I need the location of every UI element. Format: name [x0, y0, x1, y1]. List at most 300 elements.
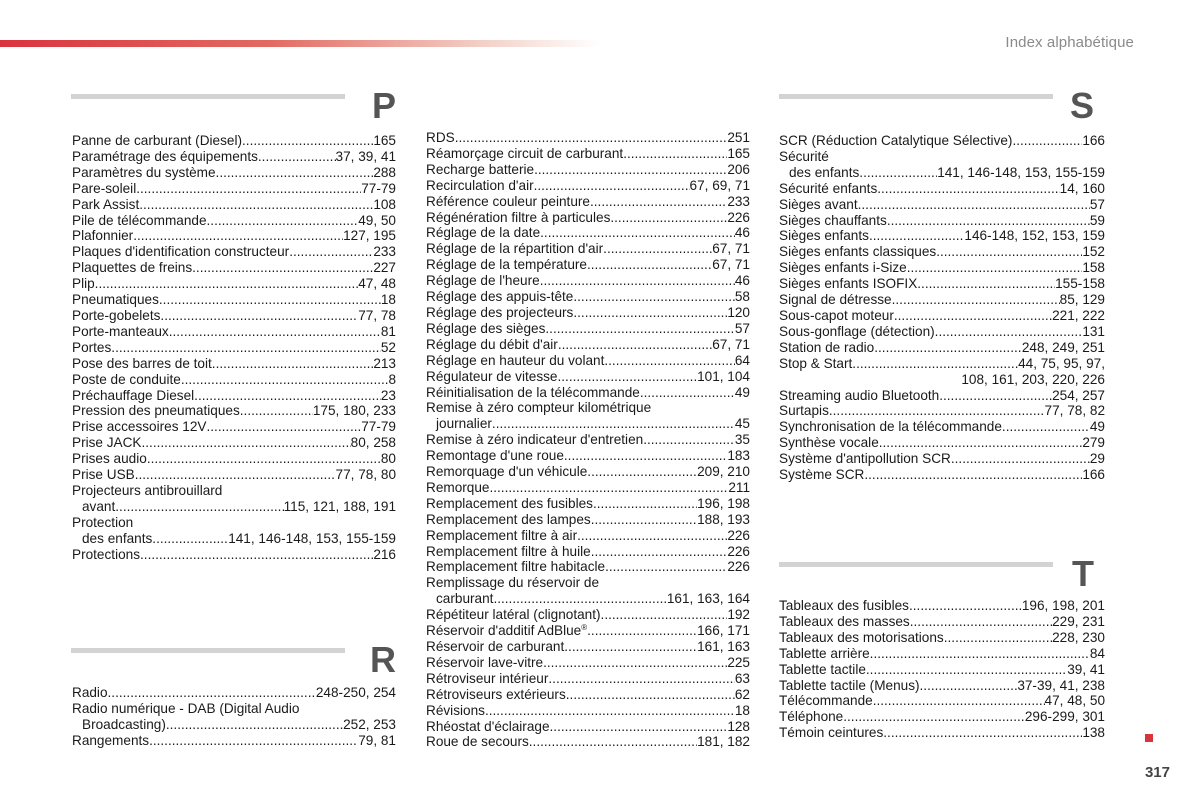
- index-entry: [779, 403, 1105, 419]
- dot-leader: [206, 419, 361, 435]
- dot-leader: [152, 531, 228, 547]
- entry-pages: 158: [1082, 260, 1105, 276]
- dot-leader: [207, 213, 359, 229]
- entry-pages: 67, 71: [712, 336, 750, 352]
- entry-label: Prise USB: [72, 467, 135, 483]
- dot-leader: [907, 260, 1083, 276]
- entry-pages: 108, 161, 203, 220, 226: [961, 371, 1105, 387]
- entry-pages: 62: [734, 686, 750, 702]
- dot-leader: [591, 544, 728, 560]
- entry-label: Recharge batterie: [426, 161, 535, 177]
- entry-label: Protections: [72, 546, 141, 562]
- index-entry: [72, 717, 396, 733]
- entry-label: Pile de télécommande: [72, 212, 207, 228]
- dot-leader: [887, 213, 1090, 229]
- index-entry: [72, 228, 396, 244]
- entry-pages: 188, 193: [697, 511, 750, 527]
- index-entry: [779, 467, 1105, 483]
- section-rule: [71, 648, 345, 653]
- entry-label: Tablette tactile: [779, 661, 866, 677]
- entry-label: Projecteurs antibrouillard: [72, 482, 223, 498]
- dot-leader: [610, 210, 727, 226]
- entry-pages: 77, 78, 80: [335, 467, 396, 483]
- entry-label: Panne de carburant (Diesel): [72, 133, 243, 148]
- entry-pages: 211: [728, 479, 750, 495]
- dot-leader: [601, 607, 728, 623]
- entry-pages: 8: [388, 371, 396, 387]
- entry-pages: 39, 41: [1067, 661, 1105, 677]
- section-header-r: [71, 639, 396, 686]
- accent-header-bar: [0, 40, 600, 47]
- index-entry: [426, 687, 750, 703]
- entry-label: Remise à zéro indicateur d'entretien: [426, 432, 644, 448]
- dot-leader: [917, 276, 1055, 292]
- index-entry: [72, 181, 396, 197]
- index-entry: [779, 646, 1105, 662]
- entry-pages: 85, 129: [1059, 292, 1105, 308]
- dot-leader: [603, 241, 712, 257]
- entry-pages: 45: [734, 416, 750, 432]
- index-entry: [779, 340, 1105, 356]
- dot-leader: [577, 528, 727, 544]
- entry-pages: 47, 48: [358, 276, 396, 292]
- entry-pages: 58: [734, 289, 750, 305]
- index-entry: [779, 260, 1105, 276]
- dot-leader: [852, 356, 1018, 372]
- index-entry: [426, 448, 750, 464]
- index-entry: [426, 130, 750, 146]
- dot-leader: [455, 130, 728, 146]
- entry-pages: 221, 222: [1052, 307, 1105, 323]
- entry-pages: 57: [1089, 196, 1105, 212]
- dot-leader: [859, 165, 937, 181]
- entry-pages: 165: [373, 133, 396, 148]
- entry-label: Réinitialisation de la télécommande: [426, 384, 640, 400]
- entry-pages: 77, 78: [358, 307, 396, 323]
- entry-label: des enfants: [82, 530, 153, 546]
- dot-leader: [604, 353, 735, 369]
- entry-pages: 67, 71: [712, 241, 750, 257]
- dot-leader: [587, 257, 712, 273]
- index-entry: [72, 435, 396, 451]
- entry-pages: 63: [734, 670, 750, 686]
- dot-leader: [939, 388, 1052, 404]
- dot-leader: [159, 292, 381, 308]
- entry-pages: 23: [380, 387, 396, 403]
- entry-label: Plafonnier: [72, 228, 134, 244]
- entry-label: Stop & Start: [779, 355, 853, 371]
- dot-leader: [873, 693, 1045, 709]
- entry-pages: 29: [1089, 451, 1105, 467]
- index-entry: [779, 292, 1105, 308]
- index-entry: [779, 630, 1105, 646]
- entry-label: des enfants: [789, 164, 860, 180]
- index-entry: [426, 432, 750, 448]
- index-entry: [72, 372, 396, 388]
- entry-label: Réservoir d'additif AdBlue®: [426, 623, 588, 639]
- entry-pages: 161, 163, 164: [666, 591, 750, 607]
- dot-leader: [879, 435, 1083, 451]
- index-entry: [426, 607, 750, 623]
- index-entry: [72, 403, 396, 419]
- entry-label: SCR (Réduction Catalytique Sélective): [779, 133, 1013, 148]
- entry-label: Système SCR: [779, 467, 865, 483]
- index-entry: [426, 591, 750, 607]
- entry-label: Broadcasting): [82, 716, 166, 732]
- index-entry: [72, 451, 396, 467]
- entry-pages: 248-250, 254: [315, 685, 396, 700]
- index-entry: [72, 515, 396, 531]
- entry-label: Radio numérique - DAB (Digital Audio: [72, 700, 300, 716]
- section-rule: [779, 94, 1053, 99]
- entry-label: Sièges enfants: [779, 228, 869, 244]
- index-entry: [426, 719, 750, 735]
- entry-label: Surtapis: [779, 403, 829, 419]
- entry-label: Rhéostat d'éclairage: [426, 718, 550, 734]
- dot-leader: [858, 197, 1090, 213]
- index-entry: [426, 162, 750, 178]
- registered-mark: ®: [581, 623, 588, 633]
- entry-label: Pare-soleil: [72, 180, 137, 196]
- index-entry: [72, 499, 396, 515]
- dot-leader: [166, 717, 343, 733]
- entry-label: Park Assist: [72, 196, 140, 212]
- index-entry: [779, 678, 1105, 694]
- dot-leader: [877, 181, 1059, 197]
- index-entry: [426, 146, 750, 162]
- dot-leader: [564, 639, 697, 655]
- entry-pages: 226: [727, 543, 750, 559]
- index-entry: [426, 305, 750, 321]
- dot-leader: [485, 703, 735, 719]
- entry-pages: 47, 48, 50: [1044, 693, 1105, 709]
- entry-label: Sièges chauffants: [779, 212, 887, 228]
- dot-leader: [566, 687, 735, 703]
- dot-leader: [289, 244, 373, 260]
- entry-label: Remise à zéro compteur kilométrique: [426, 400, 652, 416]
- section-letter: T: [1072, 553, 1094, 594]
- entry-pages: 108: [373, 196, 396, 212]
- entry-label: Synchronisation de la télécommande: [779, 419, 1002, 435]
- entry-pages: 233: [727, 193, 750, 209]
- entry-label: Témoin ceintures: [779, 725, 884, 741]
- index-entry: [779, 662, 1105, 678]
- dot-leader: [864, 467, 1082, 483]
- entry-label: Pneumatiques: [72, 292, 159, 308]
- dot-leader: [591, 512, 697, 528]
- index-entry: [426, 623, 750, 639]
- entry-pages: 52: [380, 339, 396, 355]
- index-entry: [779, 181, 1105, 197]
- entry-pages: 166: [1082, 467, 1105, 483]
- entry-label: Radio: [72, 685, 108, 700]
- entry-pages: 64: [734, 352, 750, 368]
- dot-leader: [140, 547, 373, 563]
- index-entry: [779, 165, 1105, 181]
- entry-pages: 192: [727, 607, 750, 623]
- dot-leader: [843, 709, 1025, 725]
- index-entry: [72, 276, 396, 292]
- dot-leader: [564, 448, 727, 464]
- index-list-t: [779, 598, 1105, 741]
- entry-pages: 37-39, 41, 238: [1017, 677, 1105, 693]
- entry-label: Sous-gonflage (détection): [779, 323, 935, 339]
- index-entry: [72, 165, 396, 181]
- dot-leader: [242, 133, 373, 149]
- page-header-title: Index alphabétique: [1005, 34, 1134, 51]
- entry-pages: 226: [727, 559, 750, 575]
- dot-leader: [936, 244, 1082, 260]
- entry-label: Réglage des projecteurs: [426, 304, 574, 320]
- index-entry: [426, 194, 750, 210]
- index-entry: [426, 210, 750, 226]
- entry-pages: 131: [1082, 323, 1105, 339]
- entry-label: Paramètres du système: [72, 164, 216, 180]
- entry-pages: 146-148, 152, 153, 159: [964, 228, 1105, 244]
- index-entry: [72, 260, 396, 276]
- entry-pages: 225: [727, 654, 750, 670]
- entry-label: Remplacement filtre à huile: [426, 543, 591, 559]
- entry-label: Paramétrage des équipements: [72, 148, 258, 164]
- index-entry: [72, 733, 396, 749]
- dot-leader: [909, 598, 1022, 614]
- dot-leader: [920, 678, 1018, 694]
- index-entry: [72, 292, 396, 308]
- entry-label: Rangements: [72, 732, 150, 748]
- index-entry: [779, 324, 1105, 340]
- index-entry: [426, 416, 750, 432]
- entry-label: RDS: [426, 130, 455, 145]
- dot-leader: [160, 308, 358, 324]
- entry-pages: 18: [734, 702, 750, 718]
- entry-pages: 67, 71: [712, 257, 750, 273]
- index-entry: [426, 671, 750, 687]
- entry-label: Remplacement filtre à air: [426, 527, 578, 543]
- entry-pages: 77-79: [361, 180, 396, 196]
- index-entry: [779, 435, 1105, 451]
- dot-leader: [212, 356, 374, 372]
- entry-label: Régulateur de vitesse: [426, 368, 558, 384]
- dot-leader: [892, 292, 1060, 308]
- index-entry: [426, 512, 750, 528]
- entry-pages: 46: [734, 225, 750, 241]
- entry-label: Remplissage du réservoir de: [426, 575, 600, 591]
- index-entry: [72, 419, 396, 435]
- entry-pages: 49: [1089, 419, 1105, 435]
- index-entry: [779, 709, 1105, 725]
- dot-leader: [590, 194, 727, 210]
- index-entry: [72, 483, 396, 499]
- dot-leader: [951, 451, 1090, 467]
- entry-pages: 80, 258: [350, 435, 396, 451]
- dot-leader: [136, 181, 361, 197]
- entry-label: Portes: [72, 339, 112, 355]
- entry-pages: 77, 78, 82: [1044, 403, 1105, 419]
- entry-label: Porte-gobelets: [72, 307, 161, 323]
- dot-leader: [829, 403, 1045, 419]
- index-entry: [72, 197, 396, 213]
- entry-pages: 67, 69, 71: [689, 177, 750, 193]
- entry-label: Réglage en hauteur du volant: [426, 352, 605, 368]
- index-entry: [72, 149, 396, 165]
- dot-leader: [643, 432, 735, 448]
- index-entry: [779, 451, 1105, 467]
- index-entry: [72, 340, 396, 356]
- entry-pages: 120: [727, 304, 750, 320]
- dot-leader: [493, 591, 666, 607]
- dot-leader: [540, 225, 735, 241]
- dot-leader: [489, 480, 728, 496]
- index-entry: [426, 337, 750, 353]
- dot-leader: [894, 308, 1052, 324]
- entry-label: Téléphone: [779, 709, 844, 725]
- dot-leader: [149, 733, 358, 749]
- dot-leader: [181, 372, 389, 388]
- entry-pages: 181, 182: [697, 734, 750, 750]
- dot-leader: [1012, 133, 1082, 149]
- entry-pages: 227: [373, 260, 396, 276]
- entry-pages: 209, 210: [697, 464, 750, 480]
- entry-label: Réservoir de carburant: [426, 639, 565, 654]
- entry-label: Pose des barres de toit: [72, 355, 212, 371]
- dot-leader: [492, 416, 735, 432]
- entry-pages: 57: [734, 320, 750, 336]
- index-entry: [72, 531, 396, 547]
- entry-label: Signal de détresse: [779, 292, 892, 308]
- index-entry: [779, 725, 1105, 741]
- entry-label: carburant: [436, 591, 494, 607]
- dot-leader: [640, 385, 735, 401]
- entry-pages: 128: [727, 718, 750, 734]
- dot-leader: [192, 260, 373, 276]
- entry-label: journalier: [436, 416, 492, 432]
- index-entry: [779, 244, 1105, 260]
- entry-pages: 279: [1082, 435, 1105, 451]
- entry-pages: 216: [373, 546, 396, 562]
- entry-pages: 84: [1089, 645, 1105, 661]
- entry-label: Streaming audio Bluetooth: [779, 387, 940, 403]
- index-entry: [426, 178, 750, 194]
- entry-pages: 79, 81: [358, 732, 396, 748]
- index-entry: [426, 400, 750, 416]
- dot-leader: [95, 276, 359, 292]
- entry-label: Plaques d'identification constructeur: [72, 244, 290, 260]
- index-entry: [72, 388, 396, 404]
- dot-leader: [910, 614, 1052, 630]
- entry-pages: 288: [373, 164, 396, 180]
- entry-pages: 196, 198, 201: [1021, 598, 1105, 613]
- index-entry: [426, 480, 750, 496]
- entry-label: Tableaux des fusibles: [779, 598, 909, 613]
- index-entry: [779, 149, 1105, 165]
- entry-pages: 59: [1089, 212, 1105, 228]
- index-entry: [779, 197, 1105, 213]
- dot-leader: [557, 369, 697, 385]
- dot-leader: [869, 228, 964, 244]
- index-entry: [426, 385, 750, 401]
- entry-label: Sous-capot moteur: [779, 307, 894, 323]
- entry-label: Tablette tactile (Menus): [779, 677, 920, 693]
- entry-label: Roue de secours: [426, 734, 529, 750]
- dot-leader: [540, 273, 735, 289]
- entry-label: Réservoir lave-vitre: [426, 654, 544, 670]
- page-number: 317: [1144, 764, 1170, 781]
- entry-label: Préchauffage Diesel: [72, 387, 195, 403]
- index-entry: [72, 308, 396, 324]
- entry-pages: 49, 50: [358, 212, 396, 228]
- index-entry: [779, 693, 1105, 709]
- index-entry: [426, 496, 750, 512]
- index-entry: [426, 528, 750, 544]
- dot-leader: [587, 464, 697, 480]
- entry-pages: 35: [734, 432, 750, 448]
- entry-label: Remontage d'une roue: [426, 448, 564, 464]
- entry-label: Prises audio: [72, 451, 147, 467]
- entry-pages: 166: [1082, 133, 1105, 148]
- entry-pages: 213: [373, 355, 396, 371]
- entry-label: Sécurité: [779, 148, 829, 164]
- entry-pages: 37, 39, 41: [335, 148, 396, 164]
- index-list-r-continued: [426, 130, 750, 750]
- index-entry: [426, 655, 750, 671]
- index-entry: [72, 356, 396, 372]
- index-list-r: [72, 685, 396, 749]
- dot-leader: [1002, 419, 1090, 435]
- entry-label: Tablette arrière: [779, 645, 870, 661]
- index-entry: [426, 257, 750, 273]
- index-entry: [426, 464, 750, 480]
- dot-leader: [874, 340, 1022, 356]
- entry-label: Répétiteur latéral (clignotant): [426, 607, 601, 623]
- dot-leader: [866, 662, 1067, 678]
- index-entry: [779, 388, 1105, 404]
- dot-leader: [142, 435, 351, 451]
- index-entry: [72, 685, 396, 701]
- entry-pages: 115, 121, 188, 191: [283, 498, 396, 514]
- entry-pages: 175, 180, 233: [312, 403, 396, 419]
- entry-label: Réglage de la date: [426, 225, 541, 241]
- index-entry: [426, 225, 750, 241]
- section-header-s: [779, 85, 1094, 132]
- dot-leader: [944, 630, 1052, 646]
- index-list-s: [779, 133, 1105, 483]
- index-entry: [779, 276, 1105, 292]
- dot-leader: [534, 162, 727, 178]
- dot-leader: [529, 734, 697, 750]
- entry-pages: 18: [380, 292, 396, 308]
- entry-label: Remplacement filtre habitacle: [426, 559, 606, 575]
- entry-label: Télécommande: [779, 693, 873, 709]
- entry-pages: 226: [727, 209, 750, 225]
- entry-label: Réglage des appuis-tête: [426, 289, 574, 305]
- section-letter: S: [1069, 85, 1094, 126]
- entry-label: Référence couleur peinture: [426, 193, 590, 209]
- index-entry: [72, 324, 396, 340]
- entry-label: Recirculation d'air: [426, 177, 534, 193]
- entry-pages: 155-158: [1055, 276, 1105, 292]
- dot-leader: [587, 623, 697, 639]
- index-entry: [72, 213, 396, 229]
- entry-pages: 49: [734, 384, 750, 400]
- dot-leader: [623, 146, 727, 162]
- entry-label: Tableaux des masses: [779, 613, 910, 629]
- entry-pages: 77-79: [361, 419, 396, 435]
- entry-label: Tableaux des motorisations: [779, 629, 944, 645]
- entry-pages: 127, 195: [343, 228, 396, 244]
- entry-label: Remorque: [426, 479, 490, 495]
- dot-leader: [139, 197, 373, 213]
- dot-leader: [870, 646, 1090, 662]
